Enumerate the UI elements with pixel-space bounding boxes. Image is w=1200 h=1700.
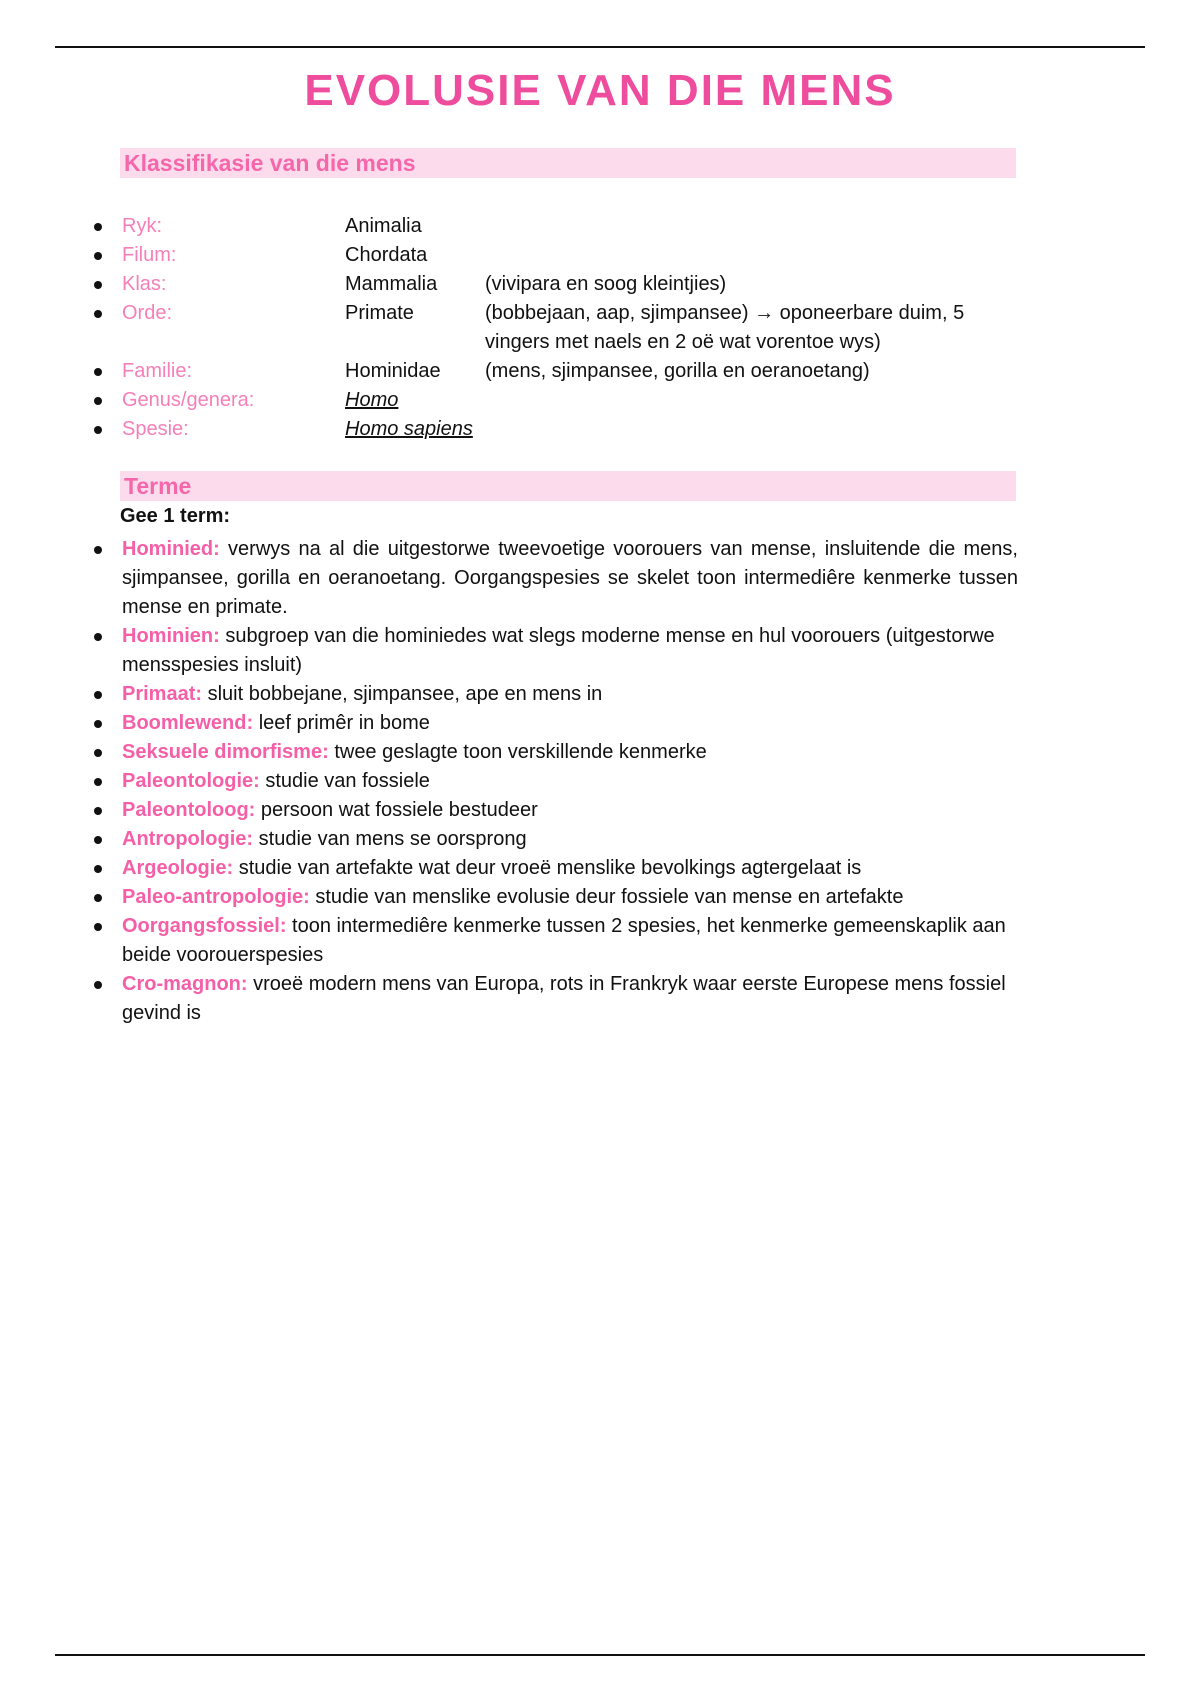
bullet-icon bbox=[88, 535, 122, 564]
term-item bbox=[88, 854, 1020, 883]
term-item bbox=[88, 535, 1020, 622]
classification-label: Familie: bbox=[122, 360, 193, 382]
classification-label: Spesie: bbox=[122, 418, 189, 440]
terms-list bbox=[88, 535, 1020, 1028]
term-item bbox=[88, 767, 1020, 796]
term-definition: toon intermediêre kenmerke tussen 2 spesies, het kenmerke gemeenskaplik aan beide voorouerspesies bbox=[122, 915, 1006, 966]
bullet-icon bbox=[88, 270, 122, 299]
term-definition: twee geslagte toon verskillende kenmerke bbox=[334, 741, 707, 763]
term-item bbox=[88, 622, 1020, 680]
term-definition: persoon wat fossiele bestudeer bbox=[260, 799, 538, 821]
classification-value: Primate bbox=[345, 302, 414, 324]
bullet-icon bbox=[88, 970, 122, 999]
classification-row bbox=[88, 299, 1028, 357]
classification-value: Chordata bbox=[345, 244, 428, 266]
classification-row bbox=[88, 212, 1028, 241]
bottom-rule bbox=[55, 1654, 1145, 1656]
term-definition: studie van menslike evolusie deur fossiele van mense en artefakte bbox=[315, 886, 904, 908]
bullet-icon bbox=[88, 415, 122, 444]
page-title: EVOLUSIE VAN DIE MENS bbox=[304, 66, 896, 115]
term-name: Antropologie: bbox=[122, 828, 254, 850]
term-name: Cro-magnon: bbox=[122, 973, 248, 995]
classification-value: Mammalia bbox=[345, 273, 438, 295]
bullet-icon bbox=[88, 680, 122, 709]
term-item bbox=[88, 680, 1020, 709]
classification-label: Ryk: bbox=[122, 215, 162, 237]
term-name: Boomlewend: bbox=[122, 712, 254, 734]
classification-row bbox=[88, 386, 1028, 415]
term-name: Paleo-antropologie: bbox=[122, 886, 310, 908]
classification-value: Homo sapiens bbox=[345, 418, 473, 440]
bullet-icon bbox=[88, 854, 122, 883]
term-item bbox=[88, 970, 1020, 1028]
term-name: Oorgangsfossiel: bbox=[122, 915, 287, 937]
term-name: Hominied: bbox=[122, 538, 220, 560]
bullet-icon bbox=[88, 912, 122, 941]
terms-subheading: Gee 1 term: bbox=[120, 505, 231, 527]
classification-value: Homo bbox=[345, 389, 399, 411]
term-definition: vroeë modern mens van Europa, rots in Frankryk waar eerste Europese mens fossiel gevind is bbox=[122, 973, 1006, 1024]
classification-note: (mens, sjimpansee, gorilla en oeranoetang) bbox=[485, 360, 870, 382]
classification-row bbox=[88, 357, 1028, 386]
term-item bbox=[88, 825, 1020, 854]
bullet-icon bbox=[88, 767, 122, 796]
classification-label: Genus/genera: bbox=[122, 389, 255, 411]
term-definition: studie van fossiele bbox=[265, 770, 430, 792]
bullet-icon bbox=[88, 299, 122, 328]
bullet-icon bbox=[88, 825, 122, 854]
bullet-icon bbox=[88, 796, 122, 825]
classification-note: (bobbejaan, aap, sjimpansee) → oponeerbare duim, 5 vingers met naels en 2 oë wat vorentoe wys) bbox=[485, 302, 965, 353]
classification-label: Klas: bbox=[122, 273, 167, 295]
term-name: Argeologie: bbox=[122, 857, 234, 879]
classification-heading: Klassifikasie van die mens bbox=[120, 148, 1016, 178]
bullet-icon bbox=[88, 738, 122, 767]
term-name: Primaat: bbox=[122, 683, 203, 705]
bullet-icon bbox=[88, 212, 122, 241]
classification-value: Animalia bbox=[345, 215, 422, 237]
classification-row bbox=[88, 241, 1028, 270]
term-name: Paleontoloog: bbox=[122, 799, 256, 821]
term-item bbox=[88, 912, 1020, 970]
term-definition: leef primêr in bome bbox=[258, 712, 430, 734]
classification-label: Filum: bbox=[122, 244, 177, 266]
bullet-icon bbox=[88, 241, 122, 270]
top-rule bbox=[55, 46, 1145, 48]
term-item bbox=[88, 796, 1020, 825]
classification-list bbox=[88, 212, 1028, 444]
bullet-icon bbox=[88, 622, 122, 651]
bullet-icon bbox=[88, 386, 122, 415]
term-definition: studie van artefakte wat deur vroeë menslike bevolkings agtergelaat is bbox=[238, 857, 862, 879]
terms-heading: Terme bbox=[120, 471, 1016, 501]
classification-row bbox=[88, 415, 1028, 444]
term-name: Hominien: bbox=[122, 625, 220, 647]
term-item bbox=[88, 738, 1020, 767]
term-item bbox=[88, 883, 1020, 912]
term-name: Seksuele dimorfisme: bbox=[122, 741, 329, 763]
term-definition: sluit bobbejane, sjimpansee, ape en mens in bbox=[207, 683, 603, 705]
bullet-icon bbox=[88, 883, 122, 912]
term-definition: verwys na al die uitgestorwe tweevoetige voorouers van mense, insluitende die mens, sjimpansee, gorilla en oeranoetang. Oorgangspesies se skelet toon intermediêre kenmerke tussen mense en primate. bbox=[122, 538, 1018, 618]
classification-label: Orde: bbox=[122, 302, 173, 324]
term-item bbox=[88, 709, 1020, 738]
bullet-icon bbox=[88, 357, 122, 386]
term-name: Paleontologie: bbox=[122, 770, 260, 792]
term-definition: studie van mens se oorsprong bbox=[258, 828, 527, 850]
classification-note: (vivipara en soog kleintjies) bbox=[485, 273, 727, 295]
classification-value: Hominidae bbox=[345, 360, 441, 382]
classification-row bbox=[88, 270, 1028, 299]
bullet-icon bbox=[88, 709, 122, 738]
term-definition: subgroep van die hominiedes wat slegs moderne mense en hul voorouers (uitgestorwe mensspesies insluit) bbox=[122, 625, 995, 676]
